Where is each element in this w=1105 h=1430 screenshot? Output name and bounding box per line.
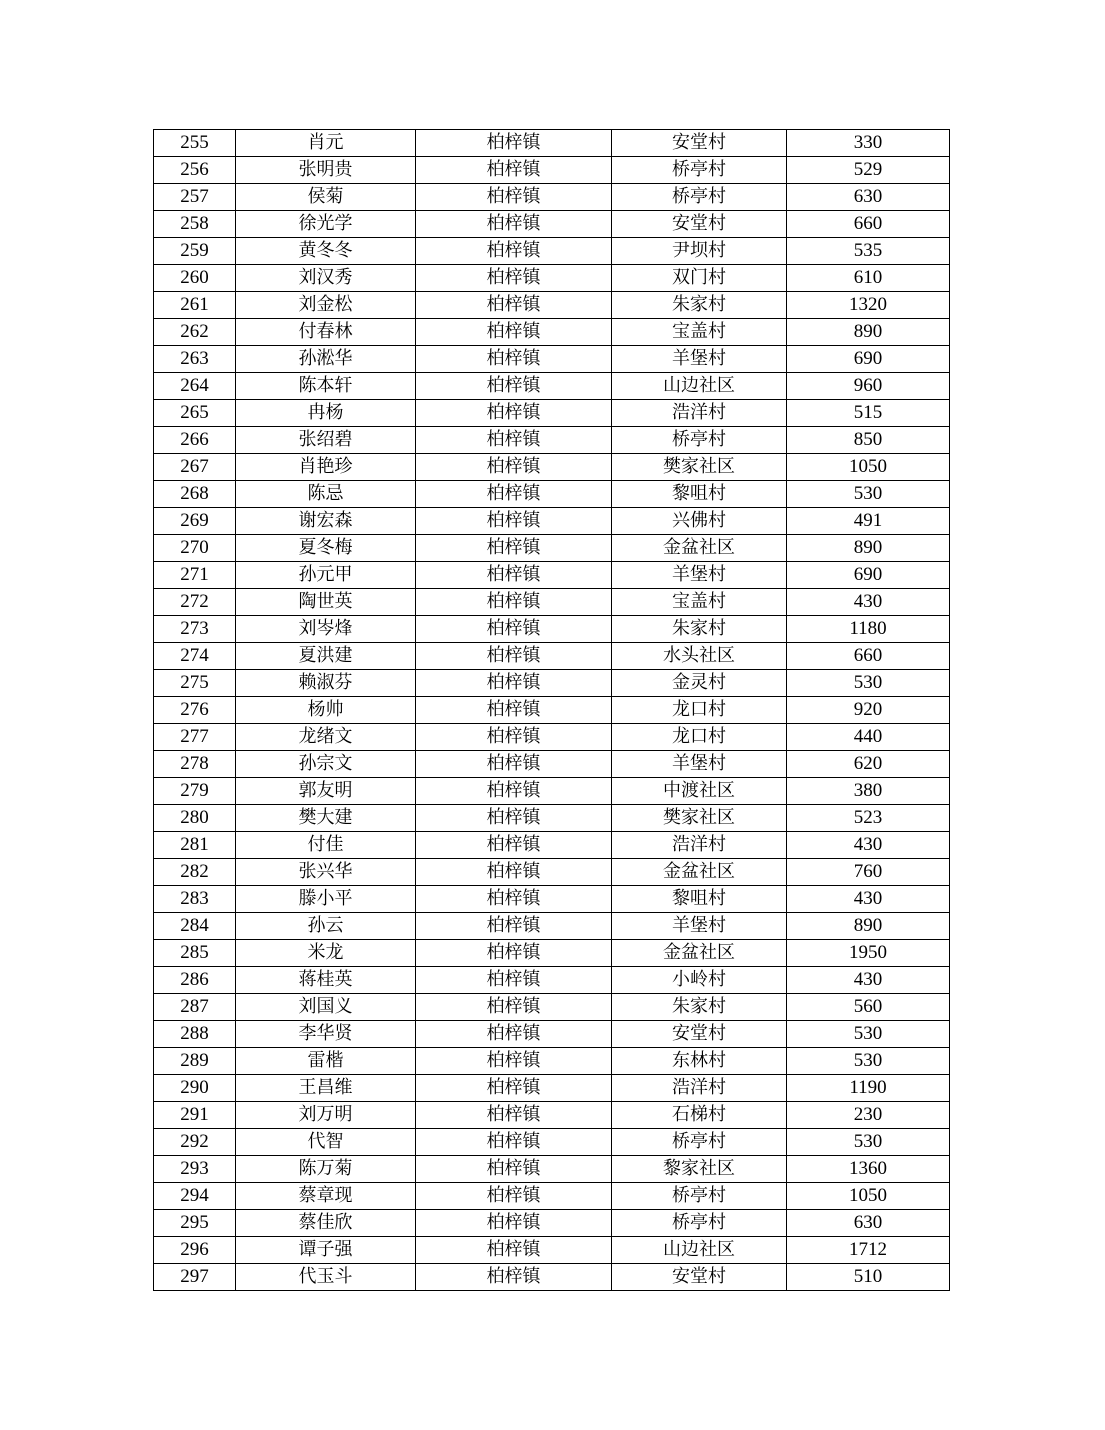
name-cell: 孙云: [236, 913, 416, 940]
amount-cell: 890: [787, 535, 950, 562]
town-cell: 柏梓镇: [416, 427, 612, 454]
town-cell: 柏梓镇: [416, 508, 612, 535]
row-number-cell: 281: [154, 832, 236, 859]
amount-cell: 560: [787, 994, 950, 1021]
village-cell: 羊堡村: [612, 913, 787, 940]
table-row: [154, 1129, 950, 1156]
name-cell: 陈本轩: [236, 373, 416, 400]
table-row: [154, 994, 950, 1021]
village-cell: 浩洋村: [612, 832, 787, 859]
town-cell: 柏梓镇: [416, 751, 612, 778]
table-row: [154, 697, 950, 724]
town-cell: 柏梓镇: [416, 832, 612, 859]
row-number-cell: 277: [154, 724, 236, 751]
name-cell: 刘汉秀: [236, 265, 416, 292]
town-cell: 柏梓镇: [416, 994, 612, 1021]
table-row: [154, 886, 950, 913]
table-row: [154, 1156, 950, 1183]
town-cell: 柏梓镇: [416, 130, 612, 157]
amount-cell: 630: [787, 1210, 950, 1237]
village-cell: 安堂村: [612, 1264, 787, 1291]
row-number-cell: 295: [154, 1210, 236, 1237]
town-cell: 柏梓镇: [416, 1183, 612, 1210]
village-cell: 山边社区: [612, 1237, 787, 1264]
name-cell: 刘国义: [236, 994, 416, 1021]
name-cell: 夏冬梅: [236, 535, 416, 562]
name-cell: 夏洪建: [236, 643, 416, 670]
table-row: [154, 400, 950, 427]
amount-cell: 1360: [787, 1156, 950, 1183]
row-number-cell: 256: [154, 157, 236, 184]
town-cell: 柏梓镇: [416, 643, 612, 670]
row-number-cell: 291: [154, 1102, 236, 1129]
name-cell: 代智: [236, 1129, 416, 1156]
table-row: [154, 508, 950, 535]
village-cell: 龙口村: [612, 697, 787, 724]
row-number-cell: 261: [154, 292, 236, 319]
table-row: [154, 292, 950, 319]
village-cell: 羊堡村: [612, 562, 787, 589]
name-cell: 刘万明: [236, 1102, 416, 1129]
table-row: [154, 319, 950, 346]
name-cell: 肖元: [236, 130, 416, 157]
town-cell: 柏梓镇: [416, 400, 612, 427]
town-cell: 柏梓镇: [416, 346, 612, 373]
row-number-cell: 279: [154, 778, 236, 805]
table-row: [154, 1183, 950, 1210]
amount-cell: 610: [787, 265, 950, 292]
row-number-cell: 275: [154, 670, 236, 697]
amount-cell: 535: [787, 238, 950, 265]
table-row: [154, 130, 950, 157]
table-row: [154, 589, 950, 616]
amount-cell: 960: [787, 373, 950, 400]
table-row: [154, 157, 950, 184]
name-cell: 赖淑芬: [236, 670, 416, 697]
roster-body: [154, 130, 950, 1291]
amount-cell: 850: [787, 427, 950, 454]
table-row: [154, 616, 950, 643]
town-cell: 柏梓镇: [416, 724, 612, 751]
name-cell: 蔡佳欣: [236, 1210, 416, 1237]
town-cell: 柏梓镇: [416, 670, 612, 697]
village-cell: 宝盖村: [612, 589, 787, 616]
town-cell: 柏梓镇: [416, 778, 612, 805]
table-row: [154, 346, 950, 373]
amount-cell: 1180: [787, 616, 950, 643]
village-cell: 樊家社区: [612, 454, 787, 481]
row-number-cell: 288: [154, 1021, 236, 1048]
table-row: [154, 778, 950, 805]
town-cell: 柏梓镇: [416, 940, 612, 967]
row-number-cell: 270: [154, 535, 236, 562]
name-cell: 孙元甲: [236, 562, 416, 589]
row-number-cell: 293: [154, 1156, 236, 1183]
town-cell: 柏梓镇: [416, 1048, 612, 1075]
amount-cell: 690: [787, 346, 950, 373]
name-cell: 龙绪文: [236, 724, 416, 751]
row-number-cell: 258: [154, 211, 236, 238]
row-number-cell: 290: [154, 1075, 236, 1102]
row-number-cell: 286: [154, 967, 236, 994]
name-cell: 樊大建: [236, 805, 416, 832]
town-cell: 柏梓镇: [416, 697, 612, 724]
name-cell: 孙淞华: [236, 346, 416, 373]
town-cell: 柏梓镇: [416, 184, 612, 211]
village-cell: 水头社区: [612, 643, 787, 670]
row-number-cell: 268: [154, 481, 236, 508]
amount-cell: 515: [787, 400, 950, 427]
town-cell: 柏梓镇: [416, 319, 612, 346]
village-cell: 尹坝村: [612, 238, 787, 265]
amount-cell: 620: [787, 751, 950, 778]
town-cell: 柏梓镇: [416, 1264, 612, 1291]
village-cell: 中渡社区: [612, 778, 787, 805]
table-row: [154, 913, 950, 940]
amount-cell: 430: [787, 589, 950, 616]
amount-cell: 1712: [787, 1237, 950, 1264]
village-cell: 樊家社区: [612, 805, 787, 832]
amount-cell: 690: [787, 562, 950, 589]
name-cell: 郭友明: [236, 778, 416, 805]
name-cell: 侯菊: [236, 184, 416, 211]
town-cell: 柏梓镇: [416, 238, 612, 265]
row-number-cell: 282: [154, 859, 236, 886]
amount-cell: 530: [787, 1048, 950, 1075]
town-cell: 柏梓镇: [416, 967, 612, 994]
amount-cell: 440: [787, 724, 950, 751]
amount-cell: 890: [787, 913, 950, 940]
amount-cell: 760: [787, 859, 950, 886]
row-number-cell: 262: [154, 319, 236, 346]
amount-cell: 1950: [787, 940, 950, 967]
town-cell: 柏梓镇: [416, 1021, 612, 1048]
table-row: [154, 967, 950, 994]
village-cell: 安堂村: [612, 1021, 787, 1048]
table-row: [154, 643, 950, 670]
name-cell: 付春林: [236, 319, 416, 346]
row-number-cell: 272: [154, 589, 236, 616]
row-number-cell: 278: [154, 751, 236, 778]
amount-cell: 430: [787, 967, 950, 994]
row-number-cell: 276: [154, 697, 236, 724]
town-cell: 柏梓镇: [416, 454, 612, 481]
town-cell: 柏梓镇: [416, 1156, 612, 1183]
name-cell: 李华贤: [236, 1021, 416, 1048]
amount-cell: 491: [787, 508, 950, 535]
name-cell: 孙宗文: [236, 751, 416, 778]
town-cell: 柏梓镇: [416, 265, 612, 292]
town-cell: 柏梓镇: [416, 589, 612, 616]
village-cell: 双门村: [612, 265, 787, 292]
village-cell: 朱家村: [612, 616, 787, 643]
name-cell: 滕小平: [236, 886, 416, 913]
amount-cell: 1050: [787, 1183, 950, 1210]
row-number-cell: 284: [154, 913, 236, 940]
row-number-cell: 259: [154, 238, 236, 265]
village-cell: 黎咀村: [612, 481, 787, 508]
town-cell: 柏梓镇: [416, 1102, 612, 1129]
town-cell: 柏梓镇: [416, 886, 612, 913]
amount-cell: 380: [787, 778, 950, 805]
village-cell: 安堂村: [612, 211, 787, 238]
village-cell: 金盆社区: [612, 940, 787, 967]
village-cell: 黎家社区: [612, 1156, 787, 1183]
village-cell: 浩洋村: [612, 400, 787, 427]
amount-cell: 630: [787, 184, 950, 211]
table-row: [154, 562, 950, 589]
name-cell: 谭子强: [236, 1237, 416, 1264]
amount-cell: 530: [787, 670, 950, 697]
row-number-cell: 273: [154, 616, 236, 643]
name-cell: 徐光学: [236, 211, 416, 238]
village-cell: 桥亭村: [612, 1183, 787, 1210]
village-cell: 朱家村: [612, 292, 787, 319]
town-cell: 柏梓镇: [416, 1129, 612, 1156]
row-number-cell: 287: [154, 994, 236, 1021]
table-row: [154, 1210, 950, 1237]
town-cell: 柏梓镇: [416, 157, 612, 184]
town-cell: 柏梓镇: [416, 562, 612, 589]
village-cell: 东林村: [612, 1048, 787, 1075]
village-cell: 金盆社区: [612, 859, 787, 886]
name-cell: 刘岑烽: [236, 616, 416, 643]
village-cell: 宝盖村: [612, 319, 787, 346]
village-cell: 桥亭村: [612, 184, 787, 211]
row-number-cell: 267: [154, 454, 236, 481]
village-cell: 桥亭村: [612, 1129, 787, 1156]
amount-cell: 510: [787, 1264, 950, 1291]
amount-cell: 1320: [787, 292, 950, 319]
name-cell: 谢宏森: [236, 508, 416, 535]
row-number-cell: 285: [154, 940, 236, 967]
name-cell: 王昌维: [236, 1075, 416, 1102]
village-cell: 浩洋村: [612, 1075, 787, 1102]
table-row: [154, 1264, 950, 1291]
town-cell: 柏梓镇: [416, 535, 612, 562]
amount-cell: 530: [787, 481, 950, 508]
row-number-cell: 296: [154, 1237, 236, 1264]
table-row: [154, 1048, 950, 1075]
row-number-cell: 292: [154, 1129, 236, 1156]
amount-cell: 660: [787, 643, 950, 670]
row-number-cell: 269: [154, 508, 236, 535]
amount-cell: 530: [787, 1021, 950, 1048]
amount-cell: 230: [787, 1102, 950, 1129]
table-row: [154, 184, 950, 211]
row-number-cell: 260: [154, 265, 236, 292]
village-cell: 桥亭村: [612, 1210, 787, 1237]
name-cell: 冉杨: [236, 400, 416, 427]
amount-cell: 330: [787, 130, 950, 157]
name-cell: 代玉斗: [236, 1264, 416, 1291]
village-cell: 金盆社区: [612, 535, 787, 562]
table-row: [154, 1237, 950, 1264]
town-cell: 柏梓镇: [416, 373, 612, 400]
table-row: [154, 238, 950, 265]
amount-cell: 523: [787, 805, 950, 832]
name-cell: 陈忌: [236, 481, 416, 508]
table-row: [154, 481, 950, 508]
name-cell: 肖艳珍: [236, 454, 416, 481]
town-cell: 柏梓镇: [416, 211, 612, 238]
village-cell: 金灵村: [612, 670, 787, 697]
name-cell: 陶世英: [236, 589, 416, 616]
table-row: [154, 751, 950, 778]
table-row: [154, 940, 950, 967]
amount-cell: 660: [787, 211, 950, 238]
table-row: [154, 724, 950, 751]
row-number-cell: 264: [154, 373, 236, 400]
town-cell: 柏梓镇: [416, 1237, 612, 1264]
table-row: [154, 373, 950, 400]
row-number-cell: 255: [154, 130, 236, 157]
table-row: [154, 427, 950, 454]
village-cell: 朱家村: [612, 994, 787, 1021]
row-number-cell: 289: [154, 1048, 236, 1075]
name-cell: 蒋桂英: [236, 967, 416, 994]
village-cell: 兴佛村: [612, 508, 787, 535]
village-cell: 羊堡村: [612, 751, 787, 778]
table-row: [154, 265, 950, 292]
row-number-cell: 257: [154, 184, 236, 211]
row-number-cell: 283: [154, 886, 236, 913]
table-row: [154, 859, 950, 886]
row-number-cell: 297: [154, 1264, 236, 1291]
village-cell: 龙口村: [612, 724, 787, 751]
table-row: [154, 832, 950, 859]
table-row: [154, 805, 950, 832]
amount-cell: 530: [787, 1129, 950, 1156]
roster-table: [153, 129, 950, 1291]
row-number-cell: 266: [154, 427, 236, 454]
table-row: [154, 535, 950, 562]
village-cell: 石梯村: [612, 1102, 787, 1129]
name-cell: 杨帅: [236, 697, 416, 724]
row-number-cell: 263: [154, 346, 236, 373]
table-row: [154, 1102, 950, 1129]
amount-cell: 430: [787, 886, 950, 913]
name-cell: 米龙: [236, 940, 416, 967]
name-cell: 张明贵: [236, 157, 416, 184]
row-number-cell: 265: [154, 400, 236, 427]
table-row: [154, 1075, 950, 1102]
amount-cell: 890: [787, 319, 950, 346]
amount-cell: 920: [787, 697, 950, 724]
name-cell: 刘金松: [236, 292, 416, 319]
village-cell: 小岭村: [612, 967, 787, 994]
village-cell: 安堂村: [612, 130, 787, 157]
village-cell: 山边社区: [612, 373, 787, 400]
row-number-cell: 274: [154, 643, 236, 670]
table-row: [154, 1021, 950, 1048]
village-cell: 桥亭村: [612, 427, 787, 454]
row-number-cell: 294: [154, 1183, 236, 1210]
town-cell: 柏梓镇: [416, 913, 612, 940]
row-number-cell: 271: [154, 562, 236, 589]
row-number-cell: 280: [154, 805, 236, 832]
name-cell: 蔡章现: [236, 1183, 416, 1210]
town-cell: 柏梓镇: [416, 481, 612, 508]
town-cell: 柏梓镇: [416, 292, 612, 319]
name-cell: 张兴华: [236, 859, 416, 886]
town-cell: 柏梓镇: [416, 859, 612, 886]
village-cell: 桥亭村: [612, 157, 787, 184]
table-row: [154, 454, 950, 481]
table-row: [154, 211, 950, 238]
name-cell: 张绍碧: [236, 427, 416, 454]
name-cell: 雷楷: [236, 1048, 416, 1075]
amount-cell: 1190: [787, 1075, 950, 1102]
name-cell: 黄冬冬: [236, 238, 416, 265]
table-row: [154, 670, 950, 697]
town-cell: 柏梓镇: [416, 616, 612, 643]
amount-cell: 430: [787, 832, 950, 859]
amount-cell: 529: [787, 157, 950, 184]
town-cell: 柏梓镇: [416, 805, 612, 832]
village-cell: 羊堡村: [612, 346, 787, 373]
town-cell: 柏梓镇: [416, 1075, 612, 1102]
name-cell: 付佳: [236, 832, 416, 859]
name-cell: 陈万菊: [236, 1156, 416, 1183]
village-cell: 黎咀村: [612, 886, 787, 913]
amount-cell: 1050: [787, 454, 950, 481]
town-cell: 柏梓镇: [416, 1210, 612, 1237]
